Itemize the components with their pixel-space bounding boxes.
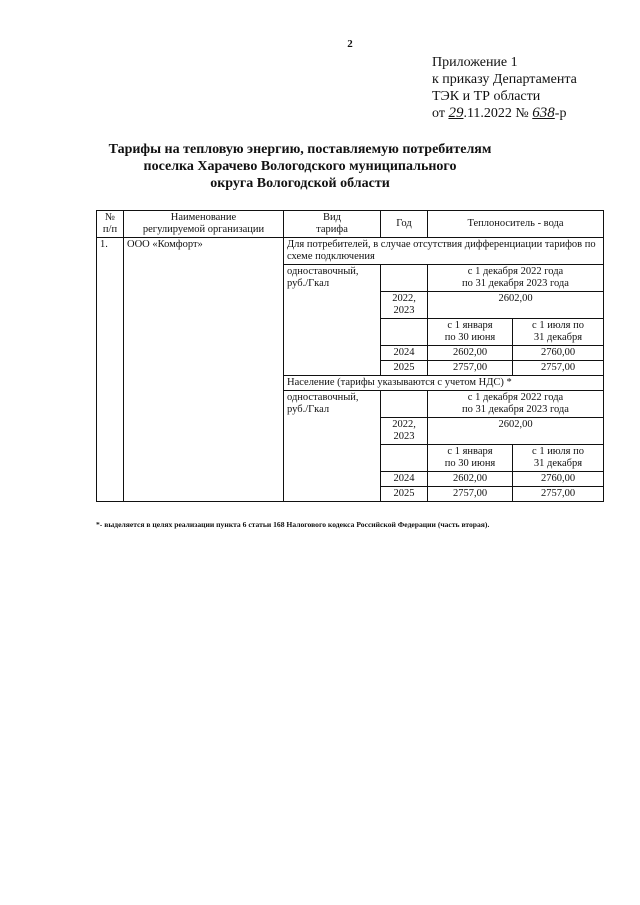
- half-year-label: с 1 января по 30 июня: [428, 319, 513, 346]
- year-cell: 2025: [381, 361, 428, 376]
- half-year-label: с 1 января по 30 июня: [428, 445, 513, 472]
- page-number: 2: [347, 38, 353, 50]
- group-title: Для потребителей, в случае отсутствия дифференциации тарифов по схеме подключения: [284, 238, 604, 265]
- tariff-value: 2602,00: [428, 472, 513, 487]
- organization-name: ООО «Комфорт»: [124, 238, 284, 502]
- year-cell: 2022, 2023: [381, 292, 428, 319]
- row-number: 1.: [97, 238, 124, 502]
- appendix-line: Приложение 1: [432, 55, 518, 70]
- tariff-table: [96, 210, 604, 502]
- title-line: округа Вологодской области: [210, 176, 390, 191]
- period-label: с 1 декабря 2022 года по 31 декабря 2023 года: [428, 391, 604, 418]
- title-line: поселка Харачево Вологодского муниципального: [143, 159, 457, 174]
- tariff-value: 2602,00: [428, 346, 513, 361]
- tariff-type: одноставочный, руб./Гкал: [284, 265, 381, 376]
- half-year-label: с 1 июля по 31 декабря: [513, 445, 604, 472]
- year-cell: 2024: [381, 346, 428, 361]
- year-cell: 2024: [381, 472, 428, 487]
- document-title: [100, 141, 500, 192]
- empty-cell: [381, 445, 428, 472]
- group-title: Население (тарифы указываются с учетом НДС) *: [284, 376, 604, 391]
- tariff-type: одноставочный, руб./Гкал: [284, 391, 381, 502]
- number-suffix: -р: [554, 106, 567, 121]
- table-header-row: [97, 211, 604, 238]
- tariff-value: 2757,00: [513, 487, 604, 502]
- year-cell: 2025: [381, 487, 428, 502]
- header-year: Год: [381, 211, 428, 238]
- header-organization: Наименование регулируемой организации: [124, 211, 284, 238]
- year-cell: 2022, 2023: [381, 418, 428, 445]
- header-number: № п/п: [97, 211, 124, 238]
- tariff-value: 2757,00: [428, 487, 513, 502]
- handwritten-number: 638: [532, 105, 555, 121]
- header-carrier: Теплоноситель - вода: [428, 211, 604, 238]
- appendix-line: к приказу Департамента: [432, 72, 577, 87]
- half-year-label: с 1 июля по 31 декабря: [513, 319, 604, 346]
- empty-cell: [381, 265, 428, 292]
- date-rest: .11.2022 №: [463, 106, 529, 121]
- period-label: с 1 декабря 2022 года по 31 декабря 2023 года: [428, 265, 604, 292]
- appendix-block: [432, 54, 577, 122]
- appendix-date-line: [432, 105, 577, 122]
- appendix-line: ТЭК и ТР области: [432, 89, 541, 104]
- handwritten-day: 29: [448, 105, 464, 121]
- empty-cell: [381, 391, 428, 418]
- tariff-value: 2757,00: [513, 361, 604, 376]
- title-line: Тарифы на тепловую энергию, поставляемую потребителям: [108, 142, 492, 157]
- tariff-value: 2602,00: [428, 418, 604, 445]
- tariff-value: 2757,00: [428, 361, 513, 376]
- tariff-value: 2760,00: [513, 472, 604, 487]
- footnote: *- выделяется в целях реализации пункта 6 статьи 168 Налогового кодекса Российской Федерации (часть вторая).: [96, 520, 490, 529]
- header-tariff-type: Вид тарифа: [284, 211, 381, 238]
- empty-cell: [381, 319, 428, 346]
- table-row: [97, 238, 604, 265]
- tariff-value: 2760,00: [513, 346, 604, 361]
- date-prefix: от: [432, 106, 445, 121]
- tariff-value: 2602,00: [428, 292, 604, 319]
